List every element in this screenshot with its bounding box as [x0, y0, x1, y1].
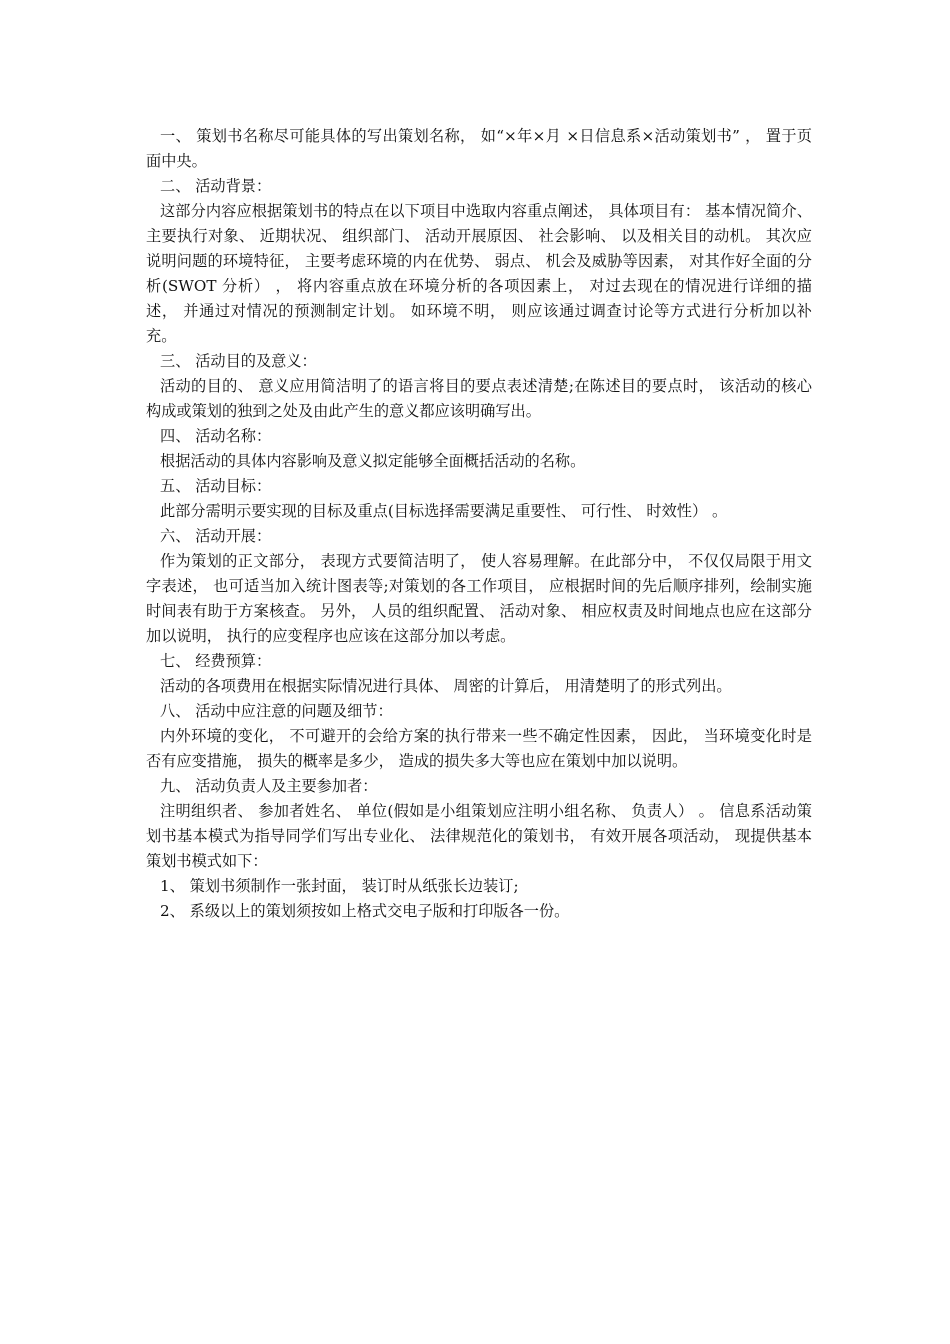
section-2-body: 这部分内容应根据策划书的特点在以下项目中选取内容重点阐述， 具体项目有： 基本情况简介、 主要执行对象、 近期状况、 组织部门、 活动开展原因、 社会影响、 以及相关目的动机。 其次应说明问题的环境特征， 主要考虑环境的内在优势、 弱点、 机会及威胁等因素， 对其作好全面的分析(SWOT 分析） ， 将内容重点放在环境分析的各项因素上， 对过去现在的情况进行详细的描述， 并通过对情况的预测制定计划。 如环境不明， 则应该通过调查讨论等方式进行分析加以补充。 [146, 202, 812, 345]
section-2-heading: 二、 活动背景： [160, 177, 272, 195]
section-9-body: 注明组织者、 参加者姓名、 单位(假如是小组策划应注明小组名称、 负责人） 。 信息系活动策划书基本模式为指导同学们写出专业化、 法律规范化的策划书， 有效开展各项活动， 现提供基本策划书模式如下： [146, 802, 812, 870]
list-item-2: 2、 系级以上的策划须按如上格式交电子版和打印版各一份。 [160, 902, 570, 920]
section-5-heading: 五、 活动目标： [160, 477, 272, 495]
section-9-heading: 九、 活动负责人及主要参加者： [160, 777, 378, 795]
section-8-heading: 八、 活动中应注意的问题及细节： [160, 702, 393, 720]
section-5-body: 此部分需明示要实现的目标及重点(目标选择需要满足重要性、 可行性、 时效性） 。 [160, 502, 728, 520]
section-1-title: 一、 策划书名称尽可能具体的写出策划名称， 如“×年×月 ×日信息系×活动策划书” ， 置于页面中央。 [146, 127, 812, 170]
list-item-1: 1、 策划书须制作一张封面， 装订时从纸张长边装订; [160, 877, 519, 895]
section-6-heading: 六、 活动开展： [160, 527, 272, 545]
document-body [146, 124, 812, 924]
section-7-body: 活动的各项费用在根据实际情况进行具体、 周密的计算后， 用清楚明了的形式列出。 [160, 677, 732, 695]
section-3-heading: 三、 活动目的及意义： [160, 352, 317, 370]
section-6-body: 作为策划的正文部分， 表现方式要简洁明了， 使人容易理解。在此部分中， 不仅仅局限于用文字表述， 也可适当加入统计图表等;对策划的各工作项目， 应根据时间的先后顺序排列，绘制实施时间表有助于方案核查。 另外， 人员的组织配置、 活动对象、 相应权责及时间地点也应在这部分加以说明， 执行的应变程序也应该在这部分加以考虑。 [146, 552, 812, 645]
section-3-body: 活动的目的、 意义应用简洁明了的语言将目的要点表述清楚;在陈述目的要点时， 该活动的核心构成或策划的独到之处及由此产生的意义都应该明确写出。 [146, 377, 812, 420]
section-8-body: 内外环境的变化， 不可避开的会给方案的执行带来一些不确定性因素， 因此， 当环境变化时是否有应变措施， 损失的概率是多少， 造成的损失多大等也应在策划中加以说明。 [146, 727, 812, 770]
section-7-heading: 七、 经费预算： [160, 652, 272, 670]
section-4-body: 根据活动的具体内容影响及意义拟定能够全面概括活动的名称。 [160, 452, 586, 470]
section-4-heading: 四、 活动名称： [160, 427, 272, 445]
